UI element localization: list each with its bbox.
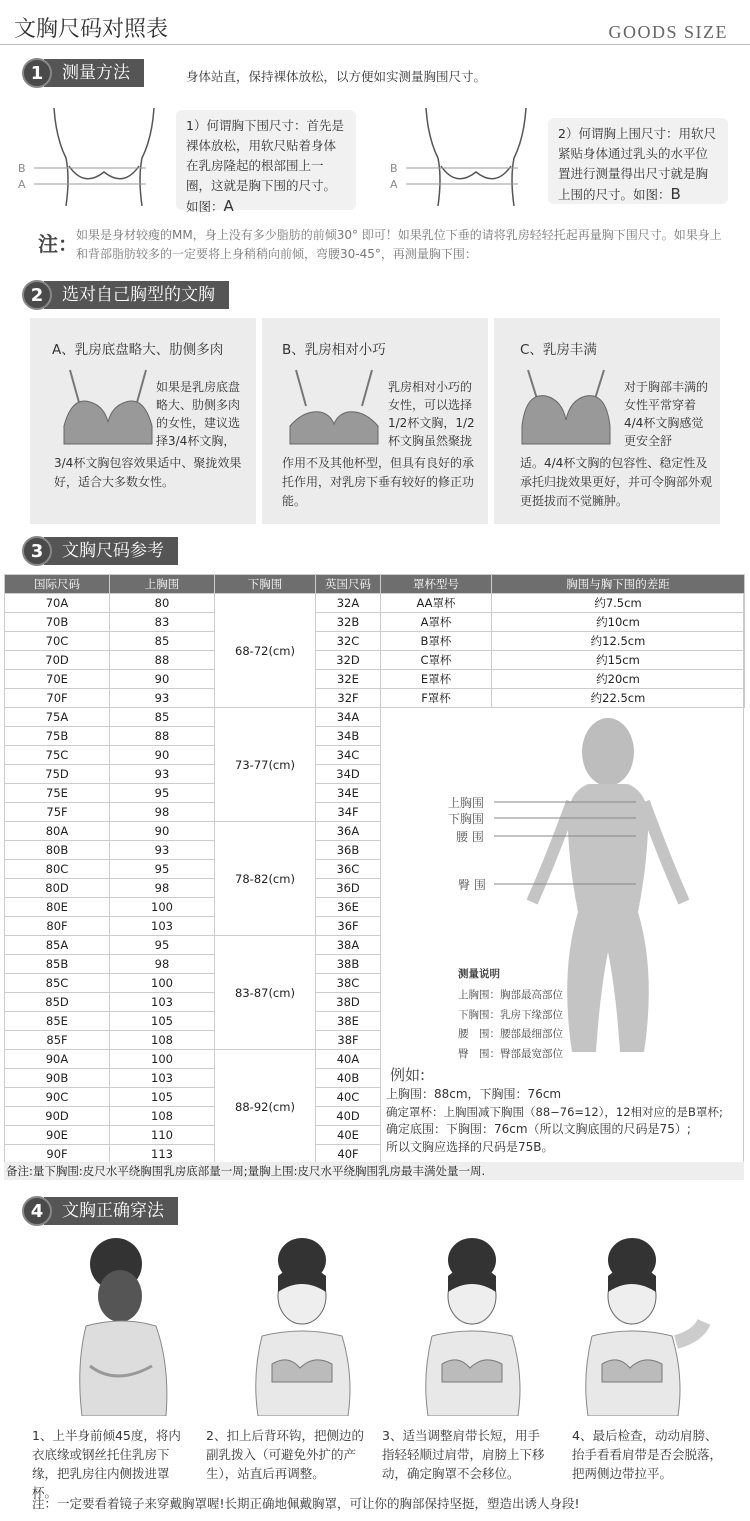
table-cell: 88 — [110, 727, 215, 746]
table-row — [5, 955, 381, 974]
legend-line: 臀 围：臀部最宽部位 — [458, 1047, 563, 1060]
cup-row — [381, 613, 745, 632]
col-header: 上胸围 — [110, 575, 215, 594]
table-row — [5, 1031, 381, 1050]
card-title: B、乳房相对小巧 — [282, 342, 386, 358]
note-label: 注： — [38, 232, 78, 256]
table-cell: 32C — [316, 632, 381, 651]
table-cell: 34A — [316, 708, 381, 727]
bubble-a-letter: A — [223, 197, 234, 215]
table-row — [5, 841, 381, 860]
table-cell: 约7.5cm — [492, 594, 745, 613]
table-cell: 113 — [110, 1145, 215, 1164]
table-row — [5, 1126, 381, 1145]
table-cell: 70E — [5, 670, 110, 689]
table-cell: 90 — [110, 670, 215, 689]
bra-12-icon — [284, 366, 384, 451]
table-cell: 36A — [316, 822, 381, 841]
table-row — [5, 727, 381, 746]
bra-44-icon — [516, 366, 616, 451]
step-3-illustration — [406, 1236, 536, 1416]
table-row — [5, 936, 381, 955]
table-cell: 100 — [110, 898, 215, 917]
table-cell: 108 — [110, 1031, 215, 1050]
col-header: 胸围与胸下围的差距 — [492, 575, 745, 594]
table-row — [5, 822, 381, 841]
step-4-illustration — [572, 1236, 712, 1416]
table-row — [5, 651, 381, 670]
legend-line: 上胸围：胸部最高部位 — [458, 989, 563, 1001]
section-number: 3 — [22, 536, 52, 566]
card-title: A、乳房底盘略大、肋侧多肉 — [52, 342, 224, 358]
table-cell: 约12.5cm — [492, 632, 745, 651]
table-row — [5, 632, 381, 651]
table-row — [5, 1145, 381, 1164]
card-bottom-text: 3/4杯文胸包容效果适中、聚拢效果好，适合大多数女性。 — [54, 456, 242, 489]
table-cell: 34D — [316, 765, 381, 784]
table-cell: 103 — [110, 993, 215, 1012]
table-cell: 32E — [316, 670, 381, 689]
table-cell: 75B — [5, 727, 110, 746]
table-cell: 36B — [316, 841, 381, 860]
table-cell: 110 — [110, 1126, 215, 1145]
under-bust-range: 88-92(cm) — [215, 1050, 316, 1164]
cup-row — [381, 651, 745, 670]
label-upper-bust: 上胸围 — [448, 796, 485, 810]
cup-row — [381, 670, 745, 689]
table-cell: 32A — [316, 594, 381, 613]
note-text: 如果是身材较瘦的MM，身上没有多少脂肪的前倾30° 即可！如果乳位下垂的请将乳房轻轻托起再量胸下围尺寸。如果身上和背部脂肪较多的一定要将上身稍稍向前倾，弯腰30-45°，再测量胸下围： — [76, 228, 722, 261]
table-cell: 90B — [5, 1069, 110, 1088]
table-cell: 38B — [316, 955, 381, 974]
table-cell: 38D — [316, 993, 381, 1012]
col-header: 罩杯型号 — [381, 575, 492, 594]
table-cell: 105 — [110, 1012, 215, 1031]
under-bust-range: 83-87(cm) — [215, 936, 316, 1050]
table-row — [5, 1107, 381, 1126]
table-row — [5, 765, 381, 784]
table-cell: 40E — [316, 1126, 381, 1145]
table-cell: 80E — [5, 898, 110, 917]
table-cell: 70F — [5, 689, 110, 708]
table-cell: 85 — [110, 632, 215, 651]
table-cell: 75A — [5, 708, 110, 727]
table-row — [5, 917, 381, 936]
final-note: 注：一定要看着镜子来穿戴胸罩喔!长期正确地佩戴胸罩，可让你的胸部保持坚挺，塑造出诱人身段! — [32, 1496, 580, 1511]
section-title: 测量方法 — [44, 59, 144, 87]
table-row — [5, 1069, 381, 1088]
card-bottom-text: 作用不及其他杯型，但具有良好的承托作用，对乳房下垂有较好的修正功能。 — [282, 456, 475, 508]
table-cell: A罩杯 — [381, 613, 492, 632]
table-cell: 70D — [5, 651, 110, 670]
table-cell: 约10cm — [492, 613, 745, 632]
cup-row — [381, 632, 745, 651]
table-cell: 85F — [5, 1031, 110, 1050]
table-cell: 98 — [110, 879, 215, 898]
example-lines — [386, 1086, 723, 1156]
section-number: 4 — [22, 1196, 52, 1226]
torso-illustration-b — [386, 98, 546, 206]
goods-size-label: GOODS SIZE — [608, 22, 728, 42]
card-side-text: 乳房相对小巧的女性，可以选择1/2杯文胸，1/2杯文胸虽然聚拢 — [388, 380, 475, 448]
col-header: 下胸围 — [215, 575, 316, 594]
cup-row — [381, 594, 745, 613]
table-cell: 103 — [110, 1069, 215, 1088]
bra-card-a — [30, 318, 256, 524]
table-cell: 90C — [5, 1088, 110, 1107]
table-cell: 93 — [110, 689, 215, 708]
cup-row — [381, 689, 745, 708]
table-row — [5, 708, 381, 727]
table-row — [5, 670, 381, 689]
table-cell: 105 — [110, 1088, 215, 1107]
section-2-heading — [22, 280, 229, 310]
header-divider — [0, 44, 750, 45]
marker-a: A — [390, 178, 398, 191]
table-row — [5, 879, 381, 898]
table-cell: 38F — [316, 1031, 381, 1050]
table-cell: 36D — [316, 879, 381, 898]
table-row — [5, 746, 381, 765]
table-cell: 95 — [110, 936, 215, 955]
table-cell: 90E — [5, 1126, 110, 1145]
table-row — [5, 974, 381, 993]
table-cell: 38C — [316, 974, 381, 993]
card-bottom-text: 适。4/4杯文胸的包容性、稳定性及承托归拢效果更好，并可令胸部外观更挺拔而不觉臃肿。 — [520, 456, 713, 508]
table-row — [5, 594, 381, 613]
table-cell: 约22.5cm — [492, 689, 745, 708]
table-cell: 约20cm — [492, 670, 745, 689]
table-cell: 90 — [110, 822, 215, 841]
table-cell: 38E — [316, 1012, 381, 1031]
table-cell: 36F — [316, 917, 381, 936]
section-title: 文胸正确穿法 — [44, 1197, 178, 1225]
table-row — [5, 1012, 381, 1031]
table-cell: 34E — [316, 784, 381, 803]
label-waist: 腰 围 — [456, 830, 484, 844]
table-cell: 85A — [5, 936, 110, 955]
table-cell: 40F — [316, 1145, 381, 1164]
example-line: 所以文胸应选择的尺码是75B。 — [386, 1139, 554, 1154]
table-cell: 36E — [316, 898, 381, 917]
page-title: 文胸尺码对照表 — [14, 17, 169, 42]
table-cell: 75D — [5, 765, 110, 784]
table-cell: 100 — [110, 974, 215, 993]
bubble-b-letter: B — [670, 185, 681, 203]
table-cell: 70C — [5, 632, 110, 651]
table-cell: 85C — [5, 974, 110, 993]
card-side-text: 如果是乳房底盘略大、肋侧多肉的女性，建议选择3/4杯文胸， — [156, 380, 241, 448]
table-cell: 80F — [5, 917, 110, 936]
table-cell: 93 — [110, 841, 215, 860]
bra-card-c — [494, 318, 720, 524]
table-row — [5, 689, 381, 708]
table-cell: 38A — [316, 936, 381, 955]
table-row — [5, 1088, 381, 1107]
table-cell: 93 — [110, 765, 215, 784]
measure-bubble-b — [548, 118, 728, 204]
card-side-text: 对于胸部丰满的女性平常穿着4/4杯文胸感觉更安全舒 — [624, 380, 709, 448]
table-cell: 88 — [110, 651, 215, 670]
table-cell: 40D — [316, 1107, 381, 1126]
table-row — [5, 784, 381, 803]
table-cell: 75F — [5, 803, 110, 822]
table-cell: 40C — [316, 1088, 381, 1107]
example-line: 确定罩杯：上胸围减下胸围（88−76=12），12相对应的是B罩杯; — [386, 1104, 723, 1119]
marker-b: B — [390, 162, 398, 175]
table-row — [5, 613, 381, 632]
torso-illustration-a — [14, 98, 174, 206]
table-row — [5, 803, 381, 822]
step-2-illustration — [238, 1236, 368, 1416]
table-cell: 95 — [110, 860, 215, 879]
table-cell: 32D — [316, 651, 381, 670]
table-cell: 75C — [5, 746, 110, 765]
table-cell: 83 — [110, 613, 215, 632]
marker-b: B — [18, 162, 26, 175]
table-cell: 90D — [5, 1107, 110, 1126]
table-cell: 90F — [5, 1145, 110, 1164]
step-1-illustration — [56, 1236, 186, 1416]
table-cell: 98 — [110, 955, 215, 974]
step-2-caption: 2、扣上后背环钩，把侧边的副乳拨入（可避免外扩的产生），站直后再调整。 — [206, 1428, 364, 1481]
table-cell: 40B — [316, 1069, 381, 1088]
table-cell: B罩杯 — [381, 632, 492, 651]
table-cell: E罩杯 — [381, 670, 492, 689]
legend-line: 下胸围：乳房下缘部位 — [458, 1008, 563, 1021]
table-cell: 约15cm — [492, 651, 745, 670]
step-1-caption: 1、上半身前倾45度，将内衣底缘或钢丝托住乳房下缘，把乳房往内侧拨进罩杯。 — [32, 1428, 181, 1500]
section-number: 2 — [22, 280, 52, 310]
bra-card-b — [262, 318, 488, 524]
table-cell: 80C — [5, 860, 110, 879]
table-cell: 80D — [5, 879, 110, 898]
col-header: 英国尺码 — [316, 575, 381, 594]
table-cell: 85B — [5, 955, 110, 974]
legend-lines — [458, 986, 563, 1064]
table-row — [5, 993, 381, 1012]
table-cell: 80 — [110, 594, 215, 613]
under-bust-range: 68-72(cm) — [215, 594, 316, 708]
table-cell: 108 — [110, 1107, 215, 1126]
table-cell: 85 — [110, 708, 215, 727]
table-cell: 98 — [110, 803, 215, 822]
table-cell: 80B — [5, 841, 110, 860]
bra-34-icon — [58, 366, 158, 451]
table-row — [5, 898, 381, 917]
step-4-caption: 4、最后检查，动动肩膀、抬手看看肩带是否会脱落，把两侧边带拉平。 — [572, 1428, 723, 1481]
table-cell: 32F — [316, 689, 381, 708]
section-title: 文胸尺码参考 — [44, 537, 178, 565]
table-cell: 40A — [316, 1050, 381, 1069]
table-cell: C罩杯 — [381, 651, 492, 670]
table-cell: 103 — [110, 917, 215, 936]
card-title: C、乳房丰满 — [520, 342, 597, 358]
step-3-caption: 3、适当调整肩带长短，用手指轻轻顺过肩带，肩膀上下移动，确定胸罩不会移位。 — [382, 1428, 545, 1481]
measure-intro: 身体站直，保持裸体放松，以方便如实测量胸围尺寸。 — [186, 69, 487, 84]
bubble-a-text: 1）何谓胸下围尺寸：首先是裸体放松，用软尺贴着身体在乳房隆起的根部围上一圈，这就是胸下围的尺寸。如图： — [186, 118, 344, 214]
section-4-heading — [22, 1196, 178, 1226]
table-cell: 85D — [5, 993, 110, 1012]
table-cell: 70B — [5, 613, 110, 632]
table-cell: 34F — [316, 803, 381, 822]
table-cell: 80A — [5, 822, 110, 841]
example-line: 确定底围：下胸围：76cm（所以文胸底围的尺码是75）; — [386, 1122, 691, 1136]
measure-bubble-a — [176, 110, 356, 215]
section-3-heading — [22, 536, 178, 566]
table-cell: AA罩杯 — [381, 594, 492, 613]
table-cell: 95 — [110, 784, 215, 803]
table-cell: 85E — [5, 1012, 110, 1031]
table-cell: 32B — [316, 613, 381, 632]
table-footnote: 备注:量下胸围:皮尺水平绕胸围乳房底部量一周;量胸上围:皮尺水平绕胸围乳房最丰满处量一周. — [4, 1162, 744, 1180]
table-row — [5, 860, 381, 879]
marker-a: A — [18, 178, 26, 191]
table-cell: 36C — [316, 860, 381, 879]
table-row — [5, 1050, 381, 1069]
table-cell: 90 — [110, 746, 215, 765]
col-header: 国际尺码 — [5, 575, 110, 594]
table-cell: 34B — [316, 727, 381, 746]
table-cell: 75E — [5, 784, 110, 803]
under-bust-range: 73-77(cm) — [215, 708, 316, 822]
legend-line: 腰 围：腰部最细部位 — [458, 1028, 563, 1040]
label-under-bust: 下胸围 — [448, 812, 485, 826]
section-1-heading — [22, 58, 144, 88]
size-table — [4, 574, 381, 1164]
table-cell: 34C — [316, 746, 381, 765]
table-cell: 70A — [5, 594, 110, 613]
table-cell: F罩杯 — [381, 689, 492, 708]
table-cell: 100 — [110, 1050, 215, 1069]
cup-table — [380, 574, 745, 708]
under-bust-range: 78-82(cm) — [215, 822, 316, 936]
example-title: 例如: — [390, 1066, 426, 1084]
label-hip: 臀 围 — [458, 878, 486, 892]
bubble-b-text: 2）何谓胸上围尺寸：用软尺紧贴身体通过乳头的水平位置进行测量得出尺寸就是胸上围的尺寸。如图： — [558, 126, 716, 202]
section-number: 1 — [22, 58, 52, 88]
table-cell: 90A — [5, 1050, 110, 1069]
example-line: 上胸围：88cm，下胸围：76cm — [386, 1087, 562, 1101]
section-title: 选对自己胸型的文胸 — [44, 281, 229, 309]
legend-title: 测量说明 — [458, 968, 500, 980]
